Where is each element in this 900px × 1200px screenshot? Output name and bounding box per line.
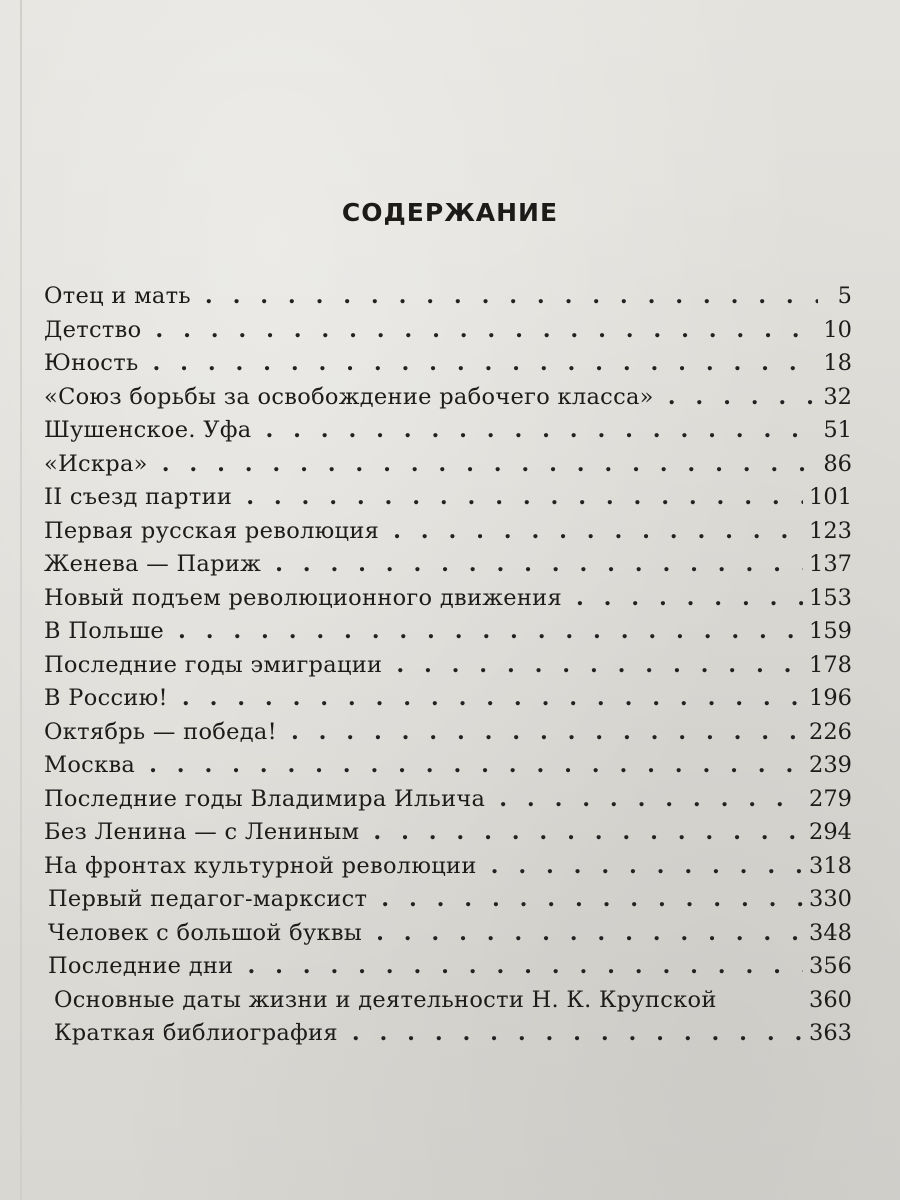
- toc-entry-page: 101: [809, 484, 852, 510]
- toc-entry-page: 153: [809, 584, 852, 611]
- toc-entry-page: 159: [809, 618, 852, 644]
- dot-leader: [148, 448, 818, 482]
- toc-entry-page: 51: [823, 417, 852, 443]
- dot-leader: [477, 850, 803, 884]
- toc-entry-page: 10: [823, 316, 852, 343]
- toc-entry: [44, 548, 852, 582]
- toc-entry: [44, 1017, 852, 1051]
- dot-leader: [367, 883, 803, 917]
- toc-entry-page: 196: [809, 685, 852, 711]
- dot-leader: [168, 682, 803, 716]
- toc-entry: [44, 347, 852, 381]
- toc-entry-page: 360: [809, 986, 852, 1013]
- toc-entry: [44, 381, 852, 415]
- dot-leader: [261, 548, 803, 582]
- toc-entry-title: «Союз борьбы за освобождение рабочего класса»: [44, 383, 654, 410]
- toc-entry: [44, 682, 852, 716]
- toc-entry-title: Без Ленина — с Лениным: [44, 819, 360, 845]
- toc-entry: [44, 414, 852, 448]
- toc-entry-title: Краткая библиография: [54, 1020, 338, 1046]
- toc-entry-page: 294: [809, 819, 852, 845]
- toc-entry-title: Юность: [44, 350, 139, 376]
- toc-entry: [44, 481, 852, 515]
- toc-entry-title: «Искра»: [44, 450, 148, 477]
- toc-entry: [44, 448, 852, 482]
- toc-entry-title: Последние годы Владимира Ильича: [44, 785, 486, 812]
- toc-entry-title: Новый подъем революционного движения: [44, 584, 562, 611]
- toc-entry: [44, 816, 852, 850]
- table-of-contents: [44, 280, 852, 1051]
- toc-entry-page: 239: [809, 752, 852, 778]
- toc-entry-title: Москва: [44, 752, 136, 778]
- dot-leader: [485, 783, 803, 817]
- dot-leader: [232, 481, 803, 515]
- toc-entry-title: Шушенское. Уфа: [44, 417, 252, 443]
- dot-leader: [338, 1017, 803, 1051]
- toc-entry: [44, 850, 852, 884]
- toc-entry: [44, 615, 852, 649]
- toc-entry-title: Человек с большой буквы: [48, 919, 363, 946]
- toc-entry-title: Отец и мать: [44, 283, 191, 309]
- toc-entry: [44, 515, 852, 549]
- dot-leader: [141, 314, 817, 348]
- toc-entry-title: В Россию!: [44, 685, 168, 711]
- toc-entry-page: 18: [823, 350, 852, 376]
- toc-entry-page: 348: [809, 919, 852, 946]
- toc-entry: [44, 950, 852, 984]
- toc-entry-title: Основные даты жизни и деятельности Н. К. Крупской: [54, 986, 717, 1013]
- toc-entry: [44, 883, 852, 917]
- dot-leader: [379, 515, 803, 549]
- dot-leader: [277, 716, 803, 750]
- toc-entry: [44, 984, 852, 1018]
- toc-entry-title: Последние годы эмиграции: [44, 651, 383, 678]
- toc-entry-page: 318: [809, 852, 852, 879]
- toc-entry: [44, 280, 852, 314]
- toc-entry-page: 178: [809, 651, 852, 678]
- toc-entry-title: Женева — Париж: [44, 551, 262, 577]
- dot-leader: [562, 582, 803, 616]
- dot-leader: [191, 280, 818, 314]
- toc-entry: [44, 716, 852, 750]
- dot-leader: [362, 917, 803, 951]
- toc-entry-title: Первый педагог-марксист: [48, 886, 368, 912]
- dot-leader: [135, 749, 803, 783]
- toc-entry: [44, 314, 852, 348]
- toc-entry-page: 86: [823, 450, 852, 477]
- toc-entry: [44, 917, 852, 951]
- toc-entry-title: Детство: [44, 316, 142, 343]
- toc-entry-title: В Польше: [44, 618, 165, 644]
- dot-leader: [139, 347, 818, 381]
- toc-entry-title: На фронтах культурной революции: [44, 852, 477, 879]
- dot-leader: [251, 414, 817, 448]
- dot-leader: [359, 816, 803, 850]
- toc-entry: [44, 749, 852, 783]
- toc-entry-page: 330: [809, 886, 852, 912]
- toc-entry-title: Октябрь — победа!: [44, 718, 277, 745]
- page-fold-shadow: [20, 0, 22, 1200]
- dot-leader: [164, 615, 803, 649]
- toc-entry-page: 32: [823, 383, 852, 410]
- toc-entry-title: Последние дни: [48, 953, 234, 979]
- contents-heading: СОДЕРЖАНИЕ: [341, 198, 559, 227]
- toc-entry-page: 226: [809, 718, 852, 745]
- toc-entry: [44, 783, 852, 817]
- dot-leader: [233, 950, 803, 984]
- toc-entry-page: 123: [809, 517, 852, 544]
- toc-entry-page: 363: [809, 1020, 852, 1046]
- dot-leader: [382, 649, 803, 683]
- toc-entry: [44, 582, 852, 616]
- toc-entry: [44, 649, 852, 683]
- toc-entry-page: 279: [809, 785, 852, 812]
- toc-entry-title: II съезд партии: [44, 484, 233, 510]
- dot-leader: [654, 381, 818, 415]
- toc-entry-page: 5: [837, 283, 852, 309]
- toc-entry-page: 137: [809, 551, 852, 577]
- toc-entry-page: 356: [809, 953, 852, 979]
- toc-entry-title: Первая русская революция: [44, 517, 380, 544]
